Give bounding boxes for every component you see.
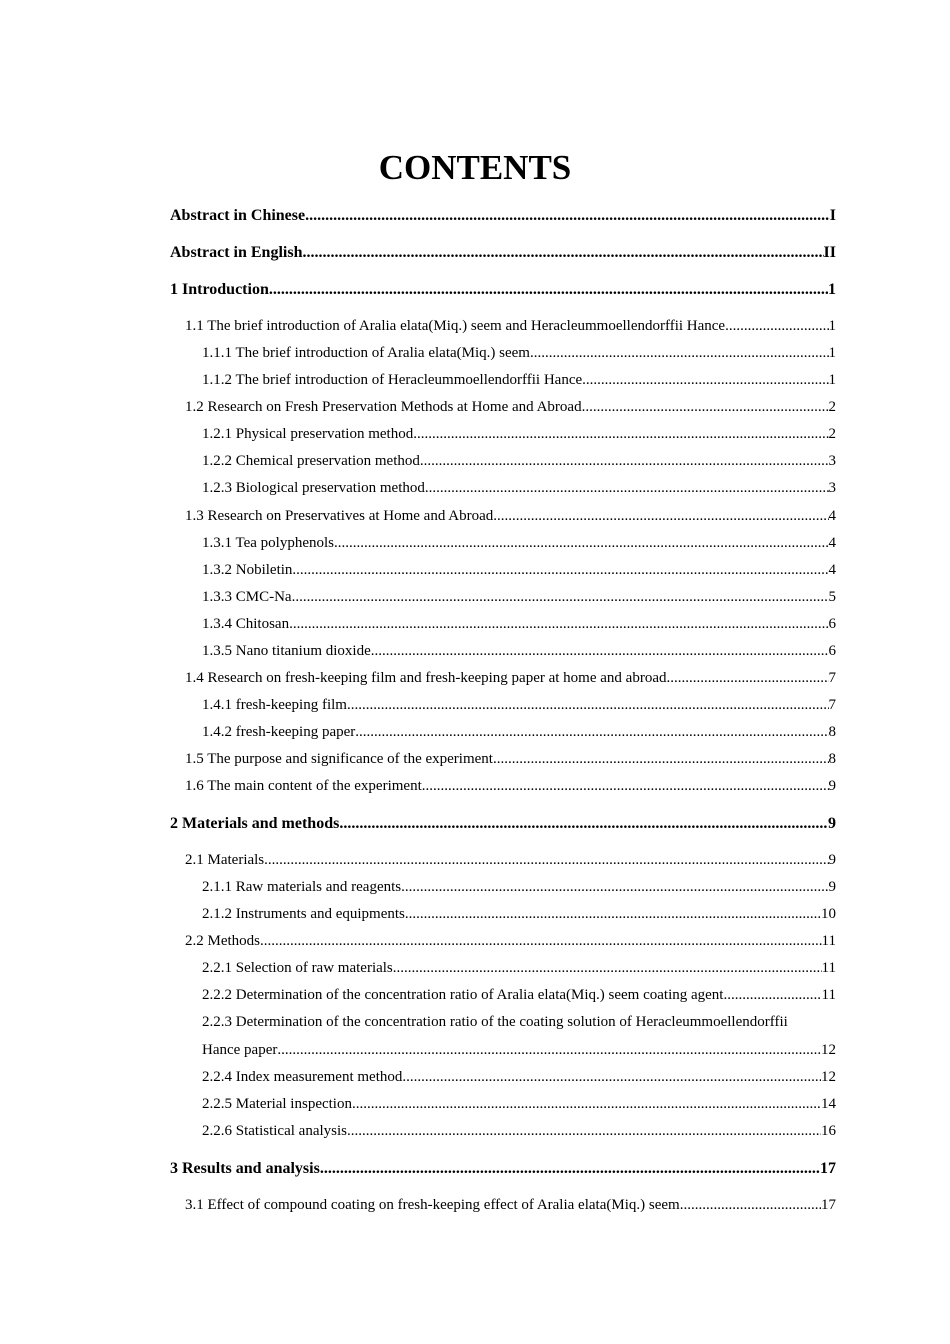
- toc-entry-label: 2.2.1 Selection of raw materials: [202, 960, 393, 976]
- leader-dots: [725, 318, 828, 335]
- leader-dots: [666, 670, 828, 687]
- toc-entry-label: 1.1.1 The brief introduction of Aralia elata(Miq.) seem: [202, 345, 530, 361]
- toc-page-number: 8: [828, 751, 836, 767]
- toc-page-number: 14: [821, 1096, 836, 1112]
- toc-entry-2-2-1[interactable]: [202, 960, 836, 977]
- toc-entry-1-3-5[interactable]: [202, 643, 836, 660]
- toc-page-number: 17: [820, 1160, 836, 1177]
- toc-entry-1-3[interactable]: [185, 508, 836, 525]
- toc-page-number: 1: [828, 372, 836, 388]
- toc-entry-1-1-2[interactable]: [202, 372, 836, 389]
- page-title: CONTENTS: [378, 148, 572, 187]
- toc-entry-label: 3 Results and analysis: [170, 1160, 320, 1177]
- leader-dots: [264, 852, 828, 869]
- toc-entry-3-1[interactable]: [185, 1197, 836, 1214]
- toc-page-number: 11: [821, 960, 836, 976]
- toc-entry-label: 1.3.3 CMC-Na: [202, 589, 292, 605]
- toc-entry-label: 2.2.4 Index measurement method: [202, 1069, 403, 1085]
- toc-entry-label: 1.4.2 fresh-keeping paper: [202, 724, 356, 740]
- leader-dots: [302, 244, 823, 262]
- toc-page-number: 3: [828, 453, 836, 469]
- leader-dots: [402, 1069, 821, 1086]
- toc-page-number: 10: [821, 906, 836, 922]
- toc-entry-1-4-2[interactable]: [202, 724, 836, 741]
- toc-entry-label: 2.2 Methods: [185, 933, 260, 949]
- leader-dots: [269, 281, 828, 299]
- leader-dots: [334, 535, 829, 552]
- toc-entry-label: 1.6 The main content of the experiment: [185, 778, 422, 794]
- leader-dots: [422, 778, 829, 795]
- toc-entry-1-4[interactable]: [185, 670, 836, 687]
- toc-entry-label: 1.1.2 The brief introduction of Heracleummoellendorffii Hance: [202, 372, 583, 388]
- leader-dots: [582, 399, 829, 416]
- toc-entry-1-3-3[interactable]: [202, 589, 836, 606]
- toc-page-number: 3: [828, 480, 836, 496]
- toc-entry-label: 2.2.2 Determination of the concentration ratio of Aralia elata(Miq.) seem coating agent: [202, 987, 724, 1003]
- toc-page-number: 9: [828, 852, 836, 868]
- toc-page-number: 9: [828, 778, 836, 794]
- leader-dots: [393, 960, 822, 977]
- leader-dots: [292, 562, 828, 579]
- toc-entry-label: 1 Introduction: [170, 281, 269, 298]
- toc-entry-2-2[interactable]: [185, 933, 836, 950]
- toc-page-number: 1: [828, 281, 836, 298]
- toc-entry-label: 1.3.5 Nano titanium dioxide: [202, 643, 371, 659]
- toc-entry-2-2-6[interactable]: [202, 1123, 836, 1140]
- leader-dots: [292, 589, 829, 606]
- toc-entry-label: 1.3.4 Chitosan: [202, 616, 290, 632]
- leader-dots: [339, 815, 828, 833]
- toc-page-number: 4: [828, 508, 836, 524]
- toc-entry-label: 1.3 Research on Preservatives at Home and Abroad: [185, 508, 494, 524]
- toc-entry-label: 1.2.2 Chemical preservation method: [202, 453, 420, 469]
- toc-entry-2-2-3[interactable]: [202, 1042, 836, 1059]
- leader-dots: [289, 616, 828, 633]
- leader-dots: [352, 1096, 821, 1113]
- toc-entry-2-1-2[interactable]: [202, 906, 836, 923]
- toc-entry-label: 1.3.2 Nobiletin: [202, 562, 293, 578]
- toc-page-number: 12: [821, 1069, 836, 1085]
- leader-dots: [347, 1123, 821, 1140]
- leader-dots: [305, 207, 830, 225]
- leader-dots: [582, 372, 828, 389]
- toc-page-number: 4: [828, 562, 836, 578]
- toc-page-number: I: [829, 207, 836, 224]
- leader-dots: [405, 906, 821, 923]
- leader-dots: [320, 1160, 820, 1178]
- leader-dots: [401, 879, 828, 896]
- leader-dots: [347, 697, 829, 714]
- toc-page-number: 9: [828, 815, 836, 832]
- toc-entry-label: 1.5 The purpose and significance of the experiment: [185, 751, 493, 767]
- toc-entry-1-3-2[interactable]: [202, 562, 836, 579]
- toc-page-number: 11: [821, 987, 836, 1003]
- toc-page-number: 7: [828, 670, 836, 686]
- toc-entry-abstract-chinese[interactable]: [170, 207, 836, 225]
- leader-dots: [493, 751, 829, 768]
- toc-page-number: 1: [828, 318, 836, 334]
- leader-dots: [723, 987, 821, 1004]
- leader-dots: [530, 345, 829, 362]
- toc-entry-2-2-5[interactable]: [202, 1096, 836, 1113]
- toc-entry-label: Hance paper: [202, 1042, 278, 1058]
- toc-entry-2-2-3-line1[interactable]: 2.2.3 Determination of the concentration ratio of the coating solution of Heracleummoellendorffii: [202, 1014, 788, 1030]
- leader-dots: [371, 643, 829, 660]
- toc-page-number: 4: [828, 535, 836, 551]
- toc-entry-1-3-4[interactable]: [202, 616, 836, 633]
- toc-entry-1-2-2[interactable]: [202, 453, 836, 470]
- toc-entry-label: 2.1.1 Raw materials and reagents: [202, 879, 402, 895]
- toc-entry-1-2-1[interactable]: [202, 426, 836, 443]
- toc-entry-1-2[interactable]: [185, 399, 836, 416]
- toc-entry-2-2-4[interactable]: [202, 1069, 836, 1086]
- toc-entry-label: 2 Materials and methods: [170, 815, 340, 832]
- toc-entry-label: 1.4 Research on fresh-keeping film and fresh-keeping paper at home and abroad: [185, 670, 667, 686]
- toc-entry-1-4-1[interactable]: [202, 697, 836, 714]
- toc-entry-label: Abstract in English: [170, 244, 303, 261]
- toc-entry-2-1[interactable]: [185, 852, 836, 869]
- leader-dots: [413, 426, 828, 443]
- toc-entry-1-5[interactable]: [185, 751, 836, 768]
- toc-page-number: 2: [828, 426, 836, 442]
- toc-page-number: 6: [828, 643, 836, 659]
- toc-page-number: 17: [821, 1197, 836, 1213]
- toc-entry-label: 1.2.3 Biological preservation method: [202, 480, 425, 496]
- toc-page-number: II: [823, 244, 836, 261]
- toc-entry-3[interactable]: [170, 1160, 836, 1178]
- leader-dots: [493, 508, 828, 525]
- leader-dots: [680, 1197, 821, 1214]
- toc-page-number: 12: [821, 1042, 836, 1058]
- leader-dots: [260, 933, 822, 950]
- toc-page-number: 7: [828, 697, 836, 713]
- toc-entry-label: 3.1 Effect of compound coating on fresh-keeping effect of Aralia elata(Miq.) seem: [185, 1197, 680, 1213]
- toc-entry-1-3-1[interactable]: [202, 535, 836, 552]
- toc-entry-label: 2.2.6 Statistical analysis: [202, 1123, 347, 1139]
- toc-entry-label: 1.1 The brief introduction of Aralia elata(Miq.) seem and Heracleummoellendorffii Hance: [185, 318, 726, 334]
- toc-entry-1-1-1[interactable]: [202, 345, 836, 362]
- toc-entry-1[interactable]: [170, 281, 836, 299]
- toc-page-number: 9: [828, 879, 836, 895]
- toc-entry-1-1[interactable]: [185, 318, 836, 335]
- toc-page-number: 5: [828, 589, 836, 605]
- toc-page-number: 11: [821, 933, 836, 949]
- toc-page-number: 6: [828, 616, 836, 632]
- toc-entry-label: 2.1 Materials: [185, 852, 265, 868]
- toc-entry-label: 1.2.1 Physical preservation method: [202, 426, 414, 442]
- toc-entry-label: 1.2 Research on Fresh Preservation Methods at Home and Abroad: [185, 399, 582, 415]
- leader-dots: [425, 480, 829, 497]
- toc-page-number: 8: [828, 724, 836, 740]
- toc-page-number: 16: [821, 1123, 836, 1139]
- toc-entry-abstract-english[interactable]: [170, 244, 836, 262]
- toc-entry-label: Abstract in Chinese: [170, 207, 306, 224]
- toc-entry-1-6[interactable]: [185, 778, 836, 795]
- leader-dots: [277, 1042, 821, 1059]
- toc-entry-label: 2.2.5 Material inspection: [202, 1096, 352, 1112]
- leader-dots: [355, 724, 828, 741]
- toc-entry-label: 1.3.1 Tea polyphenols: [202, 535, 334, 551]
- toc-entry-2[interactable]: [170, 815, 836, 833]
- toc-entry-label: 1.4.1 fresh-keeping film: [202, 697, 347, 713]
- toc-page-number: 2: [828, 399, 836, 415]
- toc-entry-label: 2.1.2 Instruments and equipments: [202, 906, 405, 922]
- toc-entry-2-1-1[interactable]: [202, 879, 836, 896]
- leader-dots: [420, 453, 829, 470]
- toc-entry-1-2-3[interactable]: [202, 480, 836, 497]
- toc-entry-2-2-2[interactable]: [202, 987, 836, 1004]
- toc-page-number: 1: [828, 345, 836, 361]
